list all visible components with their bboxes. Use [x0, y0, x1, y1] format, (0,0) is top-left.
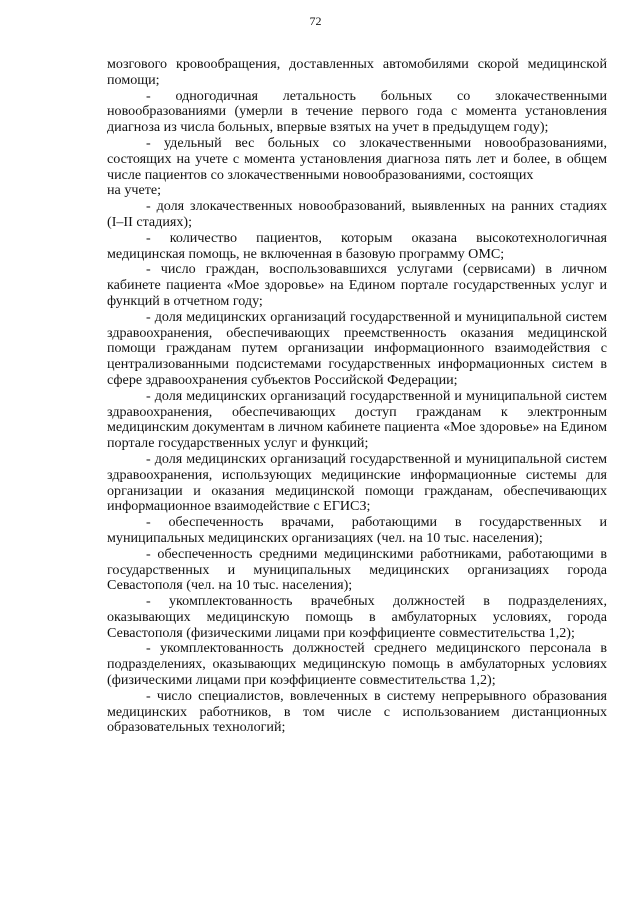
paragraph: - обеспеченность врачами, работающими в государственных и муниципальных медицинских организациях (чел. на 10 тыс. населения);	[107, 514, 607, 546]
paragraph: - число специалистов, вовлеченных в систему непрерывного образования медицинских работников, в том числе с использованием дистанционных образовательных технологий;	[107, 687, 607, 736]
paragraph: мозгового кровообращения, доставленных автомобилями скорой медицинской помощи;	[107, 56, 607, 88]
paragraph: - укомплектованность врачебных должностей в подразделениях, оказывающих медицинскую помощь в амбулаторных условиях, города Севастополя (физическими лицами при коэффициенте совместительства 1,2);	[107, 593, 607, 641]
paragraph: - доля медицинских организаций государственной и муниципальной систем здравоохранения, обеспечивающих преемственность оказания медицинской помощи гражданам путем организации информационного взаимодействия с централизованными подсистемами государственных информационных систем в сфере здравоохранения субъектов Российской Федерации;	[107, 308, 607, 388]
paragraph: - доля злокачественных новообразований, выявленных на ранних стадиях (I–II стадиях);	[107, 198, 607, 230]
paragraph: - удельный вес больных со злокачественными новообразованиями, состоящих на учете с момента установления диагноза пять лет и более, в общем числе пациентов со злокачественными новообразованиями, состоящих	[107, 134, 607, 183]
paragraph: - число граждан, воспользовавшихся услугами (сервисами) в личном кабинете пациента «Мое здоровье» на Едином портале государственных услуг и функций в отчетном году;	[107, 261, 607, 309]
document-body	[107, 57, 607, 736]
paragraph: - обеспеченность средними медицинскими работниками, работающими в государственных и муниципальных медицинских организациях города Севастополя (чел. на 10 тыс. населения);	[107, 545, 607, 594]
paragraph: - укомплектованность должностей среднего медицинского персонала в подразделениях, оказывающих медицинскую помощь в амбулаторных условиях (физическими лицами при коэффициенте совместительства 1,2);	[107, 640, 607, 689]
paragraph: - одногодичная летальность больных со злокачественными новообразованиями (умерли в течение первого года с момента установления диагноза из числа больных, впервые взятых на учет в предыдущем году);	[107, 87, 607, 136]
paragraph: на учете;	[107, 182, 162, 199]
paragraph: - доля медицинских организаций государственной и муниципальной систем здравоохранения, использующих медицинские информационные системы для организации и оказания медицинской помощи гражданам, обеспечивающих информационное взаимодействие с ЕГИСЗ;	[107, 450, 607, 515]
paragraph: - количество пациентов, которым оказана высокотехнологичная медицинская помощь, не включенная в базовую программу ОМС;	[107, 229, 607, 262]
page-number: 72	[309, 14, 322, 28]
paragraph: - доля медицинских организаций государственной и муниципальной систем здравоохранения, обеспечивающих доступ гражданам к электронным медицинским документам в личном кабинете пациента «Мое здоровье» на Едином портале государственных услуг и функций;	[107, 387, 607, 452]
